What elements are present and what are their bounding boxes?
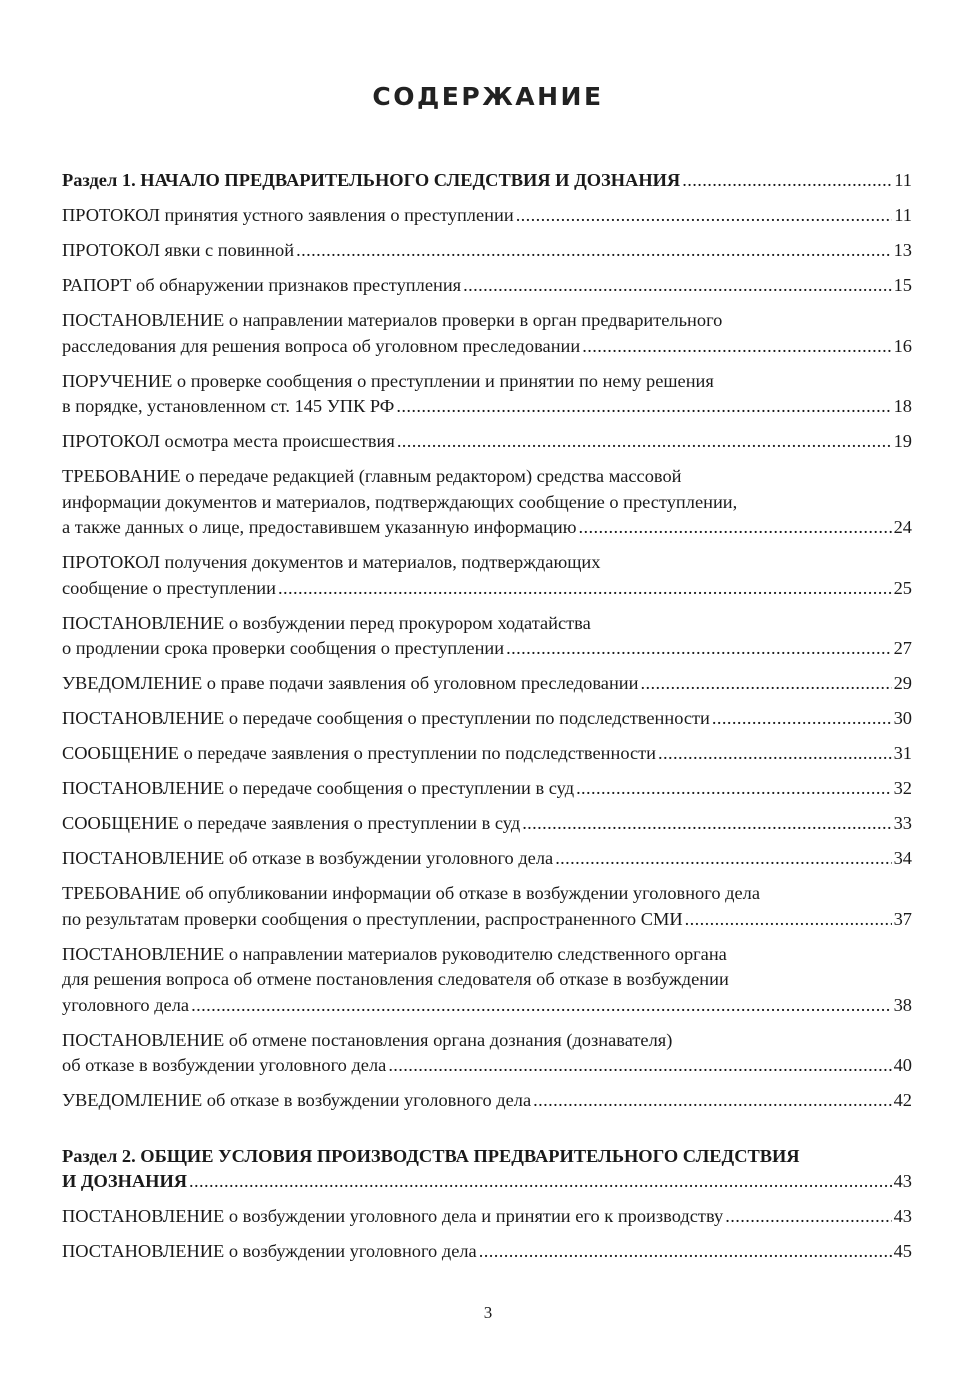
toc-entry-text-line: ТРЕБОВАНИЕ о передаче редакцией (главным редактором) средства массовой [62,466,682,486]
toc-entry-leader-row [62,273,912,299]
toc-entry-leader-row [62,1239,912,1265]
toc-entry-text-line: расследования для решения вопроса об уголовном преследовании [62,335,581,356]
toc-page-number: 15 [893,275,912,295]
dot-leader [191,993,892,1019]
toc-entry[interactable] [62,611,912,662]
toc-entry[interactable] [62,238,912,264]
toc-section-heading[interactable] [62,168,912,194]
toc-entry-leader-row [62,907,912,933]
toc-entry-text-line: РАПОРТ об обнаружении признаков преступления [62,275,462,295]
dot-leader [555,846,891,872]
toc-page-number: 13 [893,240,912,260]
toc-page-number: 43 [893,1171,912,1191]
table-of-contents [62,168,912,1274]
toc-entry-leader-row [62,671,912,697]
dot-leader [463,273,891,299]
toc-entry-leader-row [62,429,912,455]
toc-page-number: 25 [893,577,912,598]
dot-leader [712,706,892,732]
toc-entry-text-line: Раздел 2. ОБЩИЕ УСЛОВИЯ ПРОИЗВОДСТВА ПРЕДВАРИТЕЛЬНОГО СЛЕДСТВИЯ [62,1145,800,1166]
page-number: 3 [483,1303,493,1322]
toc-entry[interactable] [62,776,912,802]
toc-entry[interactable] [62,942,912,1019]
toc-entry-text-line: о продлении срока проверки сообщения о преступлении [62,638,505,658]
toc-entry-leader-row [62,168,912,194]
toc-entry[interactable] [62,706,912,732]
toc-page-number: 24 [893,517,912,537]
toc-entry[interactable] [62,1028,912,1079]
toc-page-number: 33 [893,813,912,833]
toc-entry[interactable] [62,846,912,872]
toc-entry-text-line: ПОСТАНОВЛЕНИЕ о направлении материалов проверки в орган предварительного [62,310,723,330]
toc-entry[interactable] [62,308,912,359]
toc-entry-leader-row [62,238,912,264]
toc-page-number: 11 [894,205,912,225]
toc-entry-leader-row [62,846,912,872]
toc-section-heading[interactable] [62,1144,912,1195]
toc-entry-text-line: а также данных о лице, предоставившем указанную информацию [62,517,577,537]
toc-entry-text-line: СООБЩЕНИЕ о передаче заявления о преступлении по подследственности [62,743,657,763]
toc-entry-leader-row [62,1169,912,1195]
dot-leader [278,576,892,602]
toc-entry-text-line: информации документов и материалов, подтверждающих сообщение о преступлении, [62,491,738,512]
toc-entry-text-line: УВЕДОМЛЕНИЕ о праве подачи заявления об уголовном преследовании [62,673,639,693]
toc-page-number: 32 [893,778,912,798]
toc-entry-text-line: ПРОТОКОЛ получения документов и материалов, подтверждающих [62,552,601,572]
toc-entry-text-line: И ДОЗНАНИЯ [62,1171,188,1191]
toc-entry-leader-row [62,515,912,541]
toc-entry-text-line: ПОСТАНОВЛЕНИЕ о возбуждении перед прокурором ходатайства [62,612,591,633]
toc-entry-text-line: ПРОТОКОЛ явки с повинной [62,240,295,260]
dot-leader [725,1204,891,1230]
toc-entry-leader-row [62,993,912,1019]
toc-page-number: 19 [893,431,912,451]
dot-leader [685,907,892,933]
toc-page-number: 37 [893,908,912,929]
toc-page-number: 16 [893,335,912,356]
dot-leader [479,1239,892,1265]
toc-entry[interactable] [62,429,912,455]
toc-entry-text-line: ПРОТОКОЛ осмотра места происшествия [62,431,395,451]
toc-page-number: 40 [893,1055,912,1075]
toc-entry-leader-row [62,203,912,229]
dot-leader [579,515,892,541]
toc-entry-text-line: по результатам проверки сообщения о преступлении, распространенного СМИ [62,908,683,929]
toc-entry-leader-row [62,576,912,602]
dot-leader [522,811,891,837]
toc-entry[interactable] [62,369,912,420]
toc-entry-leader-row [62,741,912,767]
toc-entry-leader-row [62,1053,912,1079]
toc-page-number: 43 [893,1206,912,1226]
toc-page-number: 45 [893,1241,912,1261]
dot-leader [506,636,891,662]
toc-entry-text-line: УВЕДОМЛЕНИЕ об отказе в возбуждении уголовного дела [62,1090,532,1110]
toc-entry-text-line: сообщение о преступлении [62,577,276,598]
dot-leader [388,1053,891,1079]
toc-entry-text-line: об отказе в возбуждении уголовного дела [62,1055,387,1075]
dot-leader [396,394,891,420]
toc-entry-text-line: ПОСТАНОВЛЕНИЕ о возбуждении уголовного дела [62,1241,477,1261]
toc-entry-text-line: в порядке, установленном ст. 145 УПК РФ [62,396,395,416]
toc-entry-text-line: для решения вопроса об отмене постановления следователя об отказе в возбуждении [62,969,729,989]
toc-page-number: 29 [893,673,912,693]
toc-entry-text-line: ПОСТАНОВЛЕНИЕ об отказе в возбуждении уголовного дела [62,848,554,868]
toc-entry-text-line: ПОСТАНОВЛЕНИЕ об отмене постановления органа дознания (дознавателя) [62,1029,673,1050]
toc-entry[interactable] [62,1239,912,1265]
toc-page-number: 27 [893,638,912,658]
toc-page-number: 42 [893,1090,912,1110]
toc-entry-leader-row [62,1088,912,1114]
dot-leader [533,1088,892,1114]
toc-entry[interactable] [62,1088,912,1114]
toc-page-number: 34 [893,848,912,868]
toc-entry-text-line: Раздел 1. НАЧАЛО ПРЕДВАРИТЕЛЬНОГО СЛЕДСТВИЯ И ДОЗНАНИЯ [62,170,681,190]
toc-entry[interactable] [62,203,912,229]
page-title: СОДЕРЖАНИЕ [372,82,604,111]
toc-entry-text-line: СООБЩЕНИЕ о передаче заявления о преступлении в суд [62,813,521,833]
dot-leader [640,671,891,697]
toc-entry-leader-row [62,334,912,360]
dot-leader [682,168,892,194]
toc-entry-leader-row [62,636,912,662]
dot-leader [516,203,893,229]
dot-leader [296,238,892,264]
toc-entry[interactable] [62,550,912,601]
toc-entry-text-line: ТРЕБОВАНИЕ об опубликовании информации об отказе в возбуждении уголовного дела [62,883,760,903]
toc-entry[interactable] [62,464,912,541]
toc-page-number: 11 [894,170,912,190]
dot-leader [658,741,892,767]
toc-page-number: 18 [893,396,912,416]
toc-page-number: 38 [893,994,912,1015]
toc-entry[interactable] [62,811,912,837]
toc-entry-text-line: ПОСТАНОВЛЕНИЕ о направлении материалов руководителю следственного органа [62,943,727,964]
toc-page-number: 31 [893,743,912,763]
toc-entry-text-line: ПОСТАНОВЛЕНИЕ о передаче сообщения о преступлении в суд [62,778,575,798]
dot-leader [582,334,891,360]
toc-page-number: 30 [893,708,912,728]
dot-leader [397,429,892,455]
toc-entry[interactable] [62,881,912,932]
toc-entry-text-line: ПОСТАНОВЛЕНИЕ о передаче сообщения о преступлении по подследственности [62,708,710,728]
toc-entry-text-line: уголовного дела [62,994,190,1015]
toc-entry-leader-row [62,776,912,802]
dot-leader [189,1169,892,1195]
toc-entry-leader-row [62,394,912,420]
toc-entry[interactable] [62,741,912,767]
toc-entry-text-line: ПОСТАНОВЛЕНИЕ о возбуждении уголовного дела и принятии его к производству [62,1206,724,1226]
toc-entry-text-line: ПОРУЧЕНИЕ о проверке сообщения о преступлении и принятии по нему решения [62,370,714,391]
toc-entry-text-line: ПРОТОКОЛ принятия устного заявления о преступлении [62,205,514,225]
toc-entry[interactable] [62,671,912,697]
toc-entry[interactable] [62,1204,912,1230]
toc-entry-leader-row [62,811,912,837]
toc-entry[interactable] [62,273,912,299]
toc-entry-leader-row [62,706,912,732]
dot-leader [576,776,892,802]
toc-entry-leader-row [62,1204,912,1230]
